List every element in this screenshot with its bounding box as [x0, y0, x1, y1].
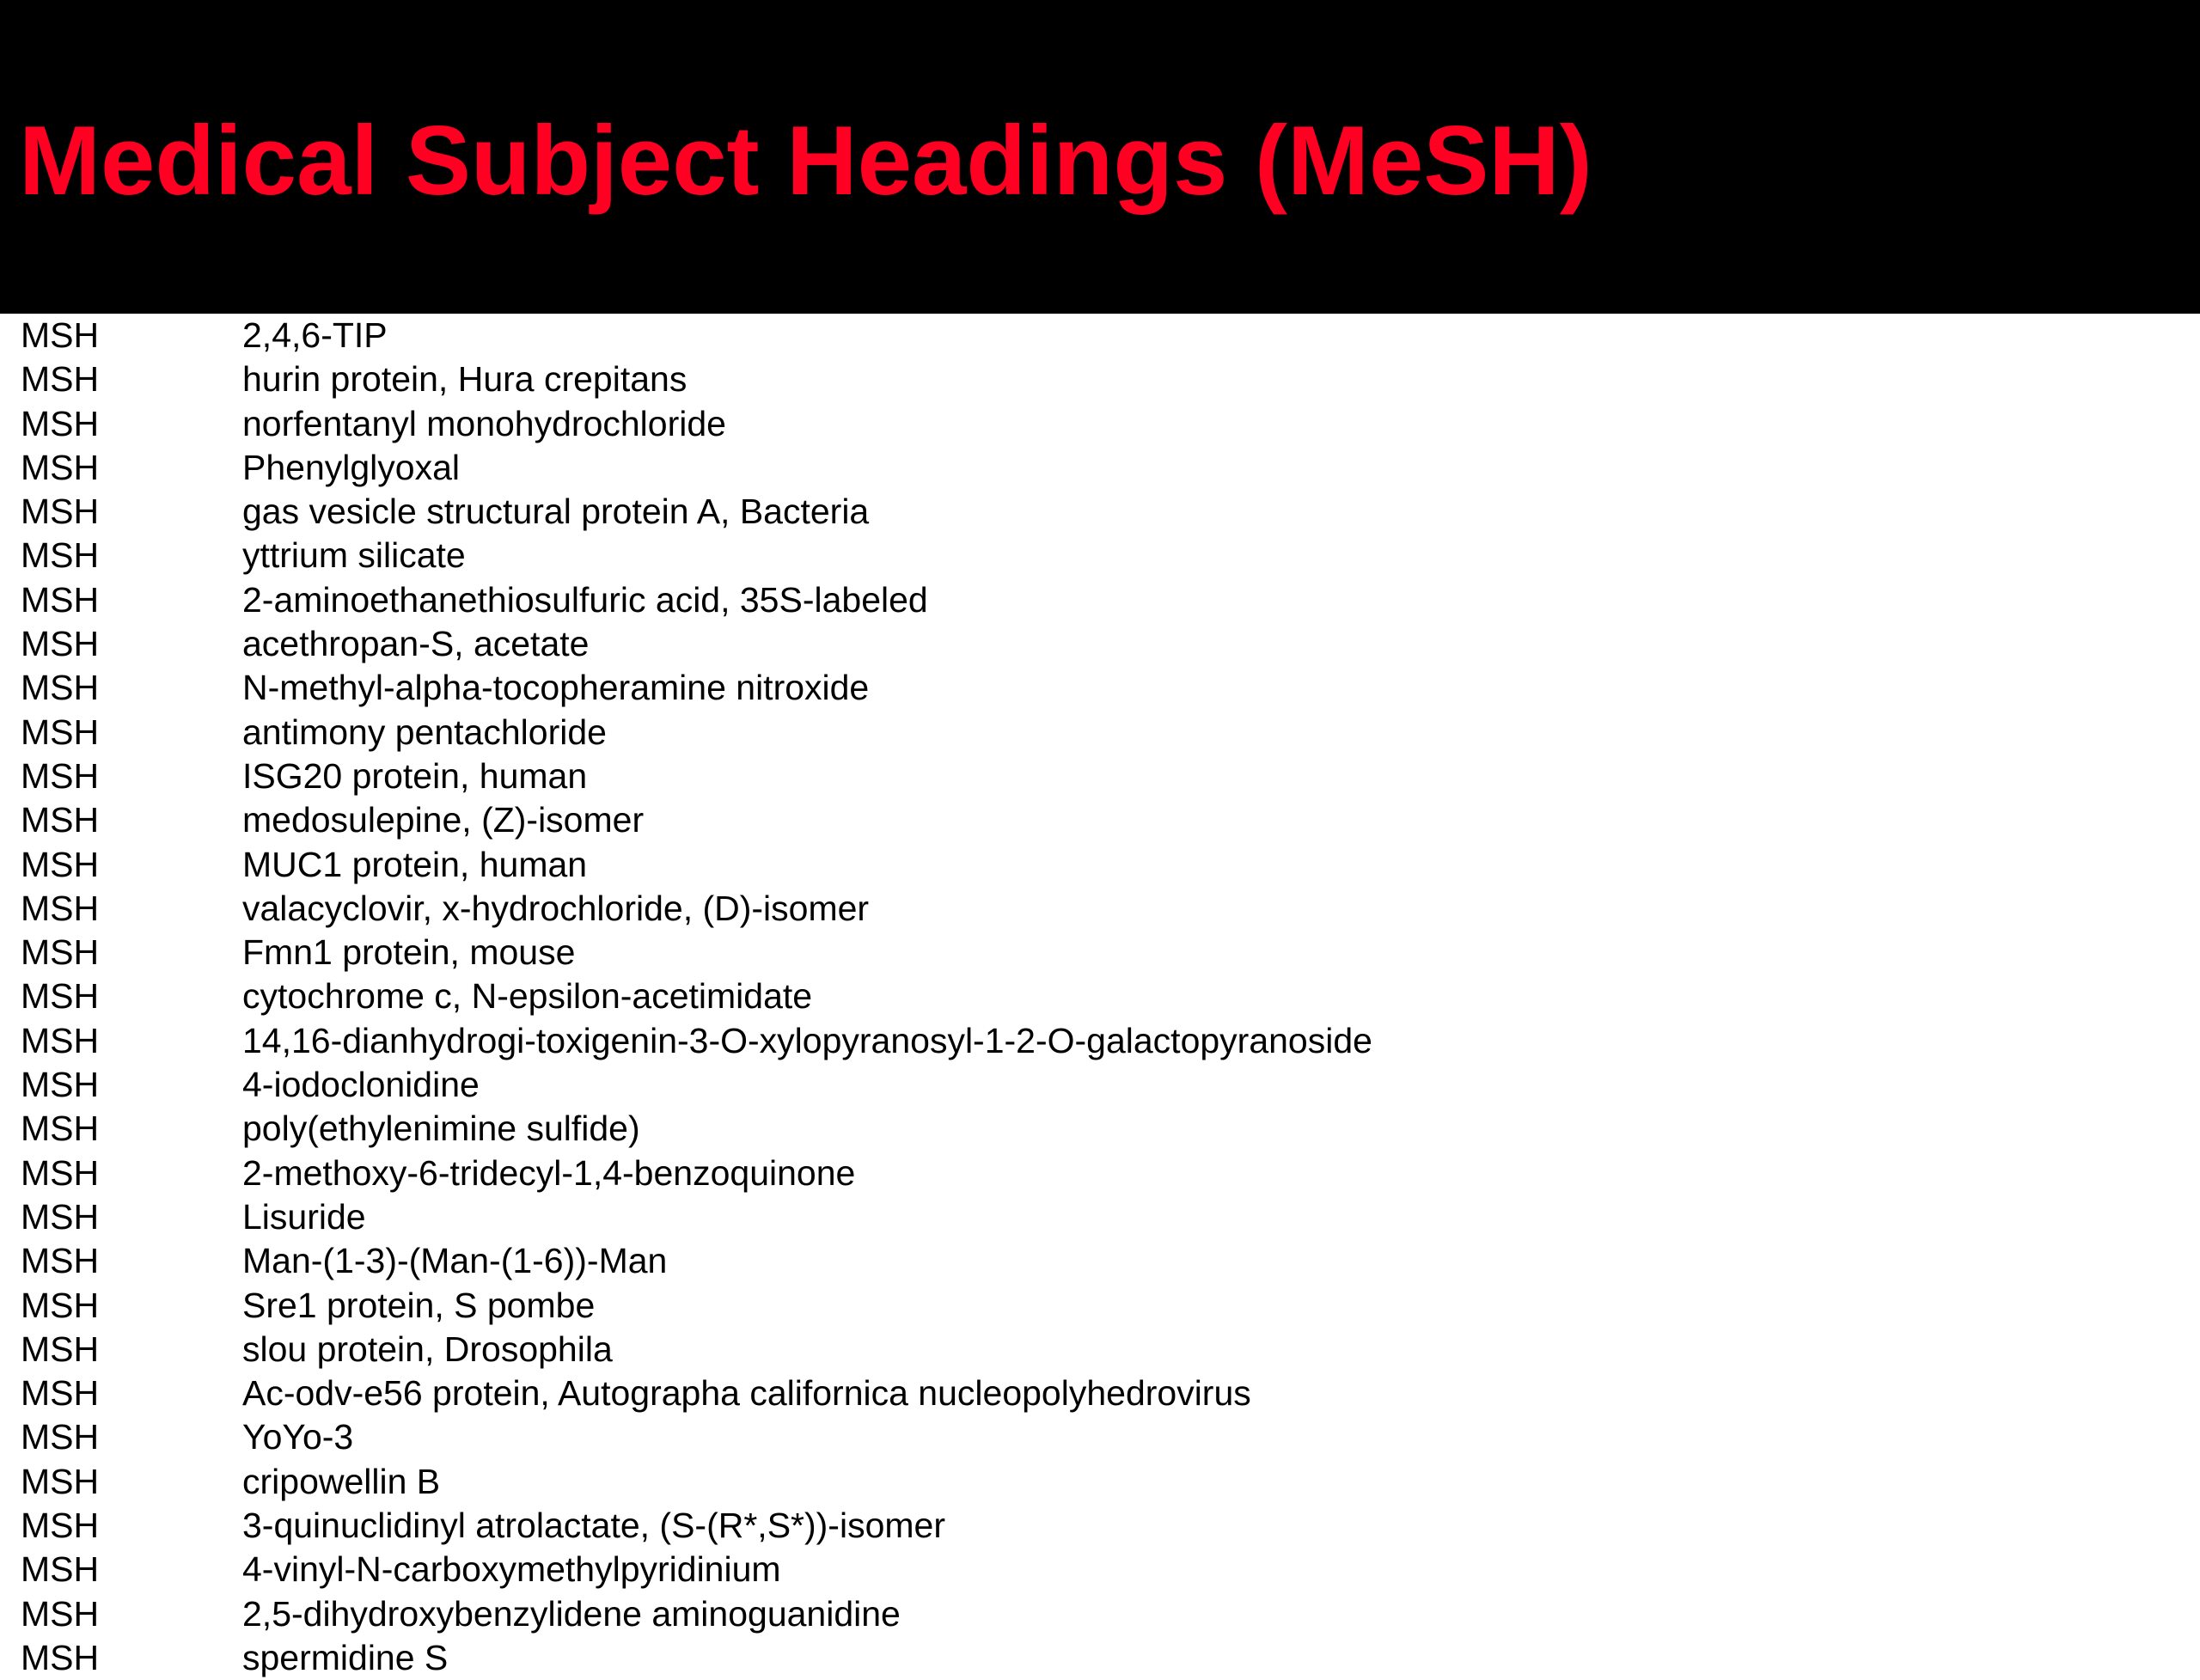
source-code: MSH [21, 1373, 100, 1414]
source-code: MSH [21, 579, 100, 620]
source-code: MSH [21, 1461, 100, 1501]
source-code: MSH [21, 1549, 100, 1590]
term-name: hurin protein, Hura crepitans [242, 359, 688, 400]
list-item [0, 1548, 2200, 1591]
list-item [0, 578, 2200, 622]
list-item [0, 1328, 2200, 1371]
list-item [0, 490, 2200, 534]
list-item [0, 974, 2200, 1018]
term-name: Lisuride [242, 1196, 366, 1237]
term-name: cytochrome c, N-epsilon-acetimidate [242, 976, 813, 1017]
term-name: N-methyl-alpha-tocopheramine nitroxide [242, 668, 870, 708]
source-code: MSH [21, 1593, 100, 1634]
list-item [0, 887, 2200, 931]
term-name: gas vesicle structural protein A, Bacteria [242, 492, 870, 532]
term-name: 14,16-dianhydrogi-toxigenin-3-O-xylopyranosyl-1-2-O-galactopyranoside [242, 1020, 1372, 1060]
term-name: norfentanyl monohydrochloride [242, 403, 726, 443]
list-item [0, 357, 2200, 401]
source-code: MSH [21, 624, 100, 664]
list-item [0, 798, 2200, 842]
term-name: Phenylglyoxal [242, 447, 460, 487]
list-item [0, 1063, 2200, 1107]
source-code: MSH [21, 1065, 100, 1105]
list-item [0, 402, 2200, 446]
source-code: MSH [21, 492, 100, 532]
list-item [0, 931, 2200, 974]
term-name: Sre1 protein, S pombe [242, 1285, 596, 1325]
term-name: 2-aminoethanethiosulfuric acid, 35S-labeled [242, 579, 928, 620]
source-code: MSH [21, 668, 100, 708]
source-code: MSH [21, 1637, 100, 1677]
source-code: MSH [21, 1506, 100, 1546]
source-code: MSH [21, 535, 100, 576]
term-name: spermidine S [242, 1637, 449, 1677]
term-name: YoYo-3 [242, 1417, 354, 1457]
list-item [0, 1019, 2200, 1063]
term-name: slou protein, Drosophila [242, 1329, 613, 1369]
term-name: yttrium silicate [242, 535, 466, 576]
source-code: MSH [21, 1417, 100, 1457]
source-code: MSH [21, 712, 100, 752]
list-item [0, 1152, 2200, 1195]
source-code: MSH [21, 1152, 100, 1193]
source-code: MSH [21, 755, 100, 796]
list-item [0, 754, 2200, 798]
title-bar [0, 0, 2200, 314]
term-name: poly(ethylenimine sulfide) [242, 1109, 640, 1149]
term-name: MUC1 protein, human [242, 844, 588, 884]
source-code: MSH [21, 800, 100, 840]
term-name: medosulepine, (Z)-isomer [242, 800, 645, 840]
list-item [0, 1284, 2200, 1328]
list-item [0, 446, 2200, 490]
term-name: 2,5-dihydroxybenzylidene aminoguanidine [242, 1593, 901, 1634]
term-name: Fmn1 protein, mouse [242, 932, 576, 973]
term-name: valacyclovir, x-hydrochloride, (D)-isomer [242, 888, 870, 928]
term-name: acethropan-S, acetate [242, 624, 590, 664]
page-title: Medical Subject Headings (MeSH) [19, 107, 1592, 216]
term-name: 4-iodoclonidine [242, 1065, 480, 1105]
list-item [0, 314, 2200, 357]
term-name: Man-(1-3)-(Man-(1-6))-Man [242, 1241, 668, 1281]
source-code: MSH [21, 1020, 100, 1060]
list-item [0, 1107, 2200, 1151]
list-item [0, 1415, 2200, 1459]
list-item [0, 711, 2200, 754]
source-code: MSH [21, 403, 100, 443]
term-name: 2-methoxy-6-tridecyl-1,4-benzoquinone [242, 1152, 856, 1193]
source-code: MSH [21, 844, 100, 884]
term-name: antimony pentachloride [242, 712, 607, 752]
term-name: Ac-odv-e56 protein, Autographa californica nucleopolyhedrovirus [242, 1373, 1251, 1414]
source-code: MSH [21, 1329, 100, 1369]
list-item [0, 1504, 2200, 1548]
term-name: ISG20 protein, human [242, 755, 588, 796]
source-code: MSH [21, 1109, 100, 1149]
source-code: MSH [21, 976, 100, 1017]
term-name: 4-vinyl-N-carboxymethylpyridinium [242, 1549, 781, 1590]
list-item [0, 534, 2200, 577]
source-code: MSH [21, 359, 100, 400]
list-item [0, 1460, 2200, 1504]
list-item [0, 622, 2200, 666]
source-code: MSH [21, 888, 100, 928]
term-name: cripowellin B [242, 1461, 441, 1501]
term-name: 3-quinuclidinyl atrolactate, (S-(R*,S*))-isomer [242, 1506, 945, 1546]
list-item [0, 666, 2200, 710]
list-item [0, 1371, 2200, 1415]
source-code: MSH [21, 932, 100, 973]
source-code: MSH [21, 1241, 100, 1281]
list-item [0, 1592, 2200, 1636]
term-name: 2,4,6-TIP [242, 315, 388, 355]
source-code: MSH [21, 1196, 100, 1237]
term-list [0, 314, 2200, 1680]
list-item [0, 843, 2200, 887]
list-item [0, 1195, 2200, 1239]
list-item [0, 1239, 2200, 1283]
source-code: MSH [21, 1285, 100, 1325]
list-item [0, 1636, 2200, 1680]
source-code: MSH [21, 315, 100, 355]
source-code: MSH [21, 447, 100, 487]
